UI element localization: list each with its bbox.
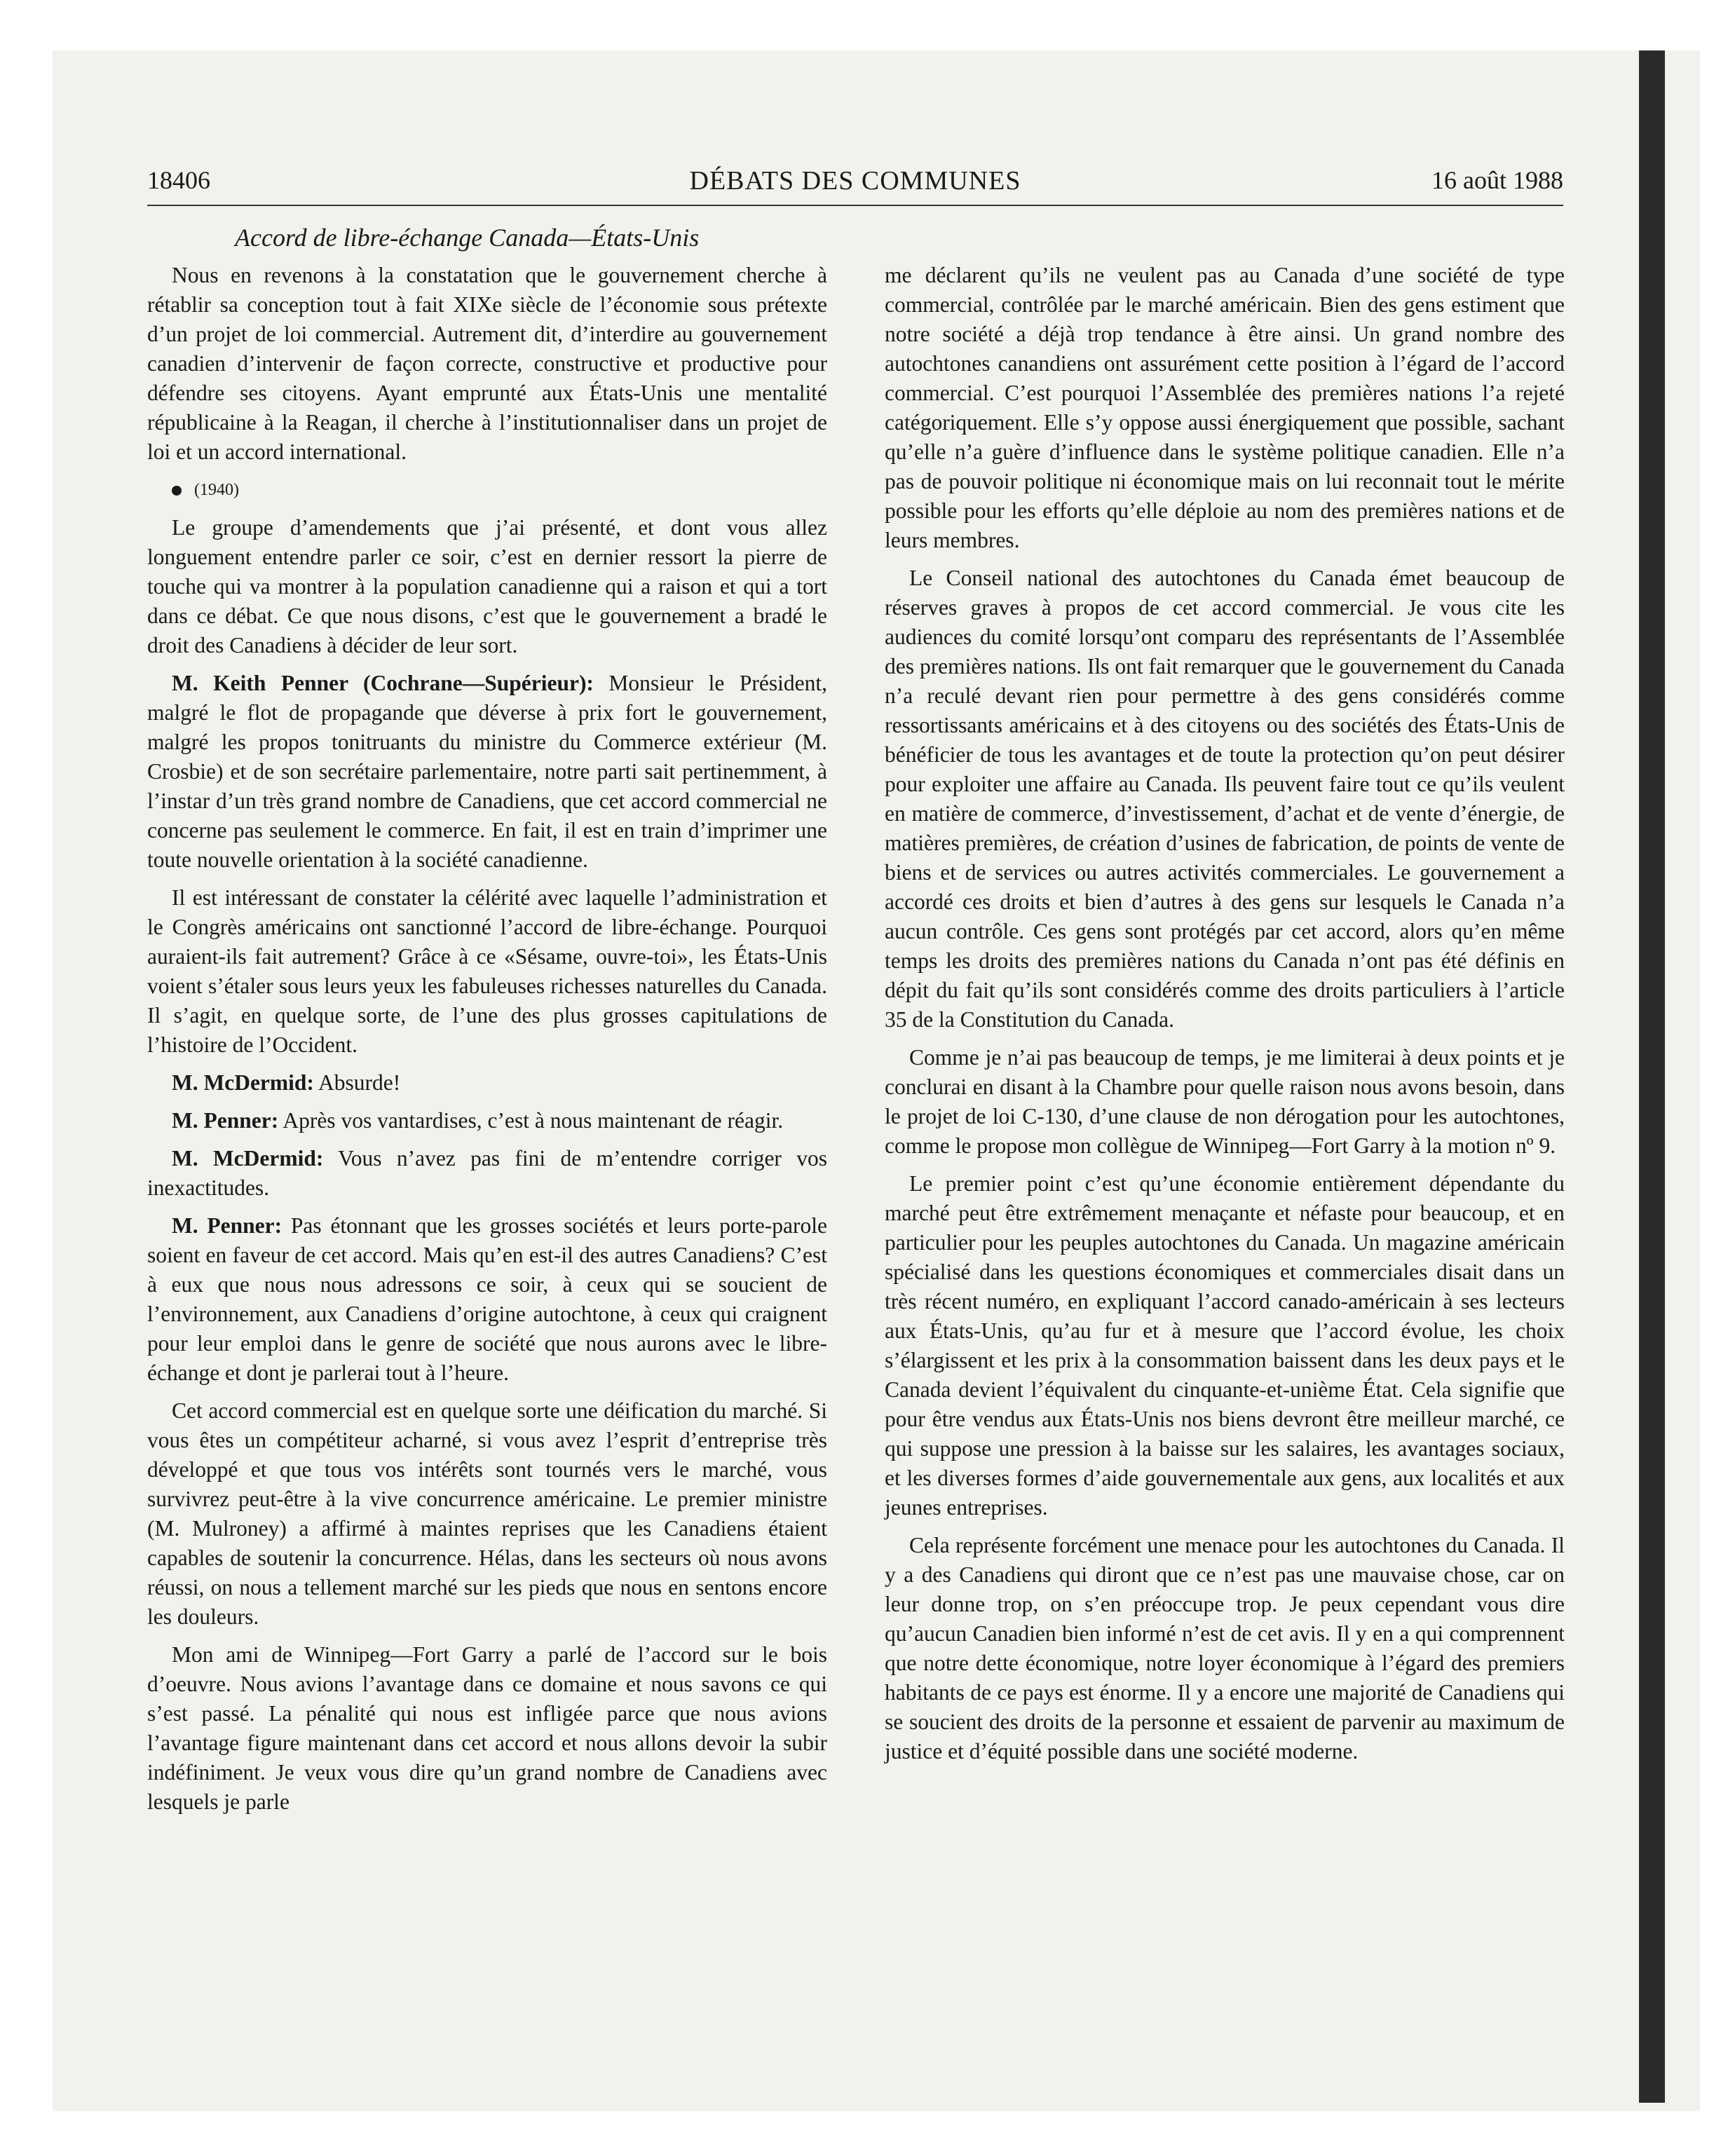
paragraph: Mon ami de Winnipeg—Fort Garry a parlé de l’accord sur le bois d’oeuvre. Nous avions l’avantage dans ce domaine et nous savons ce qui s’est passé. La pénalité qui nous est infligée parce que nous avions l’avantage figure maintenant dans cet accord et nous allons devoir la subir indéfiniment. Je veux vous dire qu’un grand nombre de Canadiens avec lesquels je parle [147, 1642, 827, 1814]
speech-text: Absurde! [313, 1070, 401, 1095]
scan-border [1639, 50, 1665, 2103]
speech [147, 1068, 827, 1098]
paragraph: Cet accord commercial est en quelque sorte une déification du marché. Si vous êtes un compétiteur acharné, si vous avez l’esprit d’entreprise très développé et que tous vos intérêts sont tournés vers le marché, vous survivrez peut-être à la vive concurrence américaine. Le premier ministre (M. Mulroney) a affirmé à maintes reprises que les Canadiens étaient capables de soutenir la concurrence. Hélas, dans les secteurs où nous avons réussi, on nous a tellement marché sur les pieds que nous en sentons encore les douleurs. [147, 1398, 827, 1629]
speaker-name: M. Penner: [172, 1108, 279, 1133]
speech-text: Vous n’avez pas fini de m’entendre corriger vos inexactitudes. [147, 1146, 827, 1200]
publication-title: DÉBATS DES COMMUNES [689, 166, 1021, 196]
speech-text: Monsieur le Président, malgré le flot de propagande que déverse à prix fort le gouvernement, malgré les propos tonitruants du ministre du Commerce extérieur (M. Crosbie) et de son secrétaire parlementaire, notre parti sait pertinemment, à l’instar d’un très grand nombre de Canadiens, que cet accord commercial ne concerne pas seulement le commerce. En fait, il est en train d’imprimer une toute nouvelle orientation à la société canadienne. [147, 671, 827, 872]
paragraph: Le groupe d’amendements que j’ai présenté, et dont vous allez longuement entendre parler ce soir, c’est en dernier ressort la pierre de touche qui va montrer à la population canadienne qui a raison et qui a tort dans ce débat. Ce que nous disons, c’est que le gouvernement a bradé le droit des Canadiens à décider de leur sort. [147, 515, 827, 657]
speech [147, 1144, 827, 1203]
speaker-name: M. Keith Penner (Cochrane—Supérieur): [172, 671, 594, 695]
speech [147, 669, 827, 875]
right-column [885, 261, 1565, 1775]
session-date: 16 août 1988 [1431, 166, 1563, 194]
paragraph: Cela représente forcément une menace pour les autochtones du Canada. Il y a des Canadiens qui diront que ce n’est pas une mauvaise chose, car on leur donne trop, on s’en préoccupe trop. Je peux cependant vous dire qu’aucun Canadien bien informé n’est de cet avis. Il y en a qui comprennent que notre dette économique, notre loyer économique à l’égard des premiers habitants de ce pays est énorme. Il y a encore une majorité de Canadiens qui se soucient des droits de la personne et essaient de parvenir au maximum de justice et d’équité possible dans une société moderne. [885, 1533, 1565, 1763]
speech-text: Pas étonnant que les grosses sociétés et leurs porte-parole soient en faveur de cet accord. Mais qu’en est-il des autres Canadiens? C’est à eux que nous nous adressons ce soir, à ceux qui se soucient de l’environnement, aux Canadiens d’origine autochtone, à ceux qui craignent pour leur emploi dans le genre de société que nous aurons avec le libre-échange et dont je parlerai tout à l’heure. [147, 1213, 827, 1385]
page-header [147, 165, 1563, 207]
paragraph: Comme je n’ai pas beaucoup de temps, je me limiterai à deux points et je conclurai en disant à la Chambre pour quelle raison nous avons besoin, dans le projet de loi C-130, d’une clause de non dérogation pour les autochtones, comme le propose mon collègue de Winnipeg—Fort Garry à la motion nº 9. [885, 1045, 1565, 1158]
speech [147, 1106, 827, 1135]
timestamp-text: (1940) [194, 481, 239, 499]
paragraph: Le Conseil national des autochtones du Canada émet beaucoup de réserves graves à propos de cet accord commercial. Je vous cite les audiences du comité lorsqu’ont comparu des représentants de l’Assemblée des premières nations. Ils ont fait remarquer que le gouvernement du Canada n’a reculé devant rien pour permettre à des gens considérés comme ressortissants américains et à des citoyens ou des sociétés des États-Unis de bénéficier de tous les avantages et de toute la protection qu’on peut désirer pour exploiter une affaire au Canada. Ils peuvent faire tout ce qu’ils veulent en matière de commerce, d’investissement, d’achat et de vente d’énergie, de matières premières, de création d’usines de fabrication, de points de vente de biens et de services ou autres activités commerciales. Le gouvernement a accordé ces droits et bien d’autres à des gens sur lesquels le Canada n’a aucun contrôle. Ces gens sont protégés par cet accord, alors qu’en même temps les droits des premières nations du Canada n’ont pas été définis en dépit du fait qu’ils sont considérés comme des droits particuliers à l’article 35 de la Constitution du Canada. [885, 566, 1565, 1032]
speaker-name: M. Penner: [172, 1213, 283, 1238]
speaker-name: M. McDermid: [172, 1146, 324, 1171]
header-rule [147, 205, 1563, 206]
paragraph: Nous en revenons à la constatation que le gouvernement cherche à rétablir sa conception tout à fait XIXe siècle de l’économie sous prétexte d’un projet de loi commercial. Autrement dit, d’interdire au gouvernement canadien d’intervenir de façon correcte, constructive et productive pour défendre ses citoyens. Ayant emprunté aux États-Unis une mentalité républicaine à la Reagan, il cherche à l’institutionnaliser dans un projet de loi et un accord international. [147, 263, 827, 464]
speech-text: Après vos vantardises, c’est à nous maintenant de réagir. [278, 1108, 784, 1133]
speech [147, 1211, 827, 1388]
speaker-name: M. McDermid: [172, 1070, 314, 1095]
page-number: 18406 [147, 166, 210, 194]
timestamp [147, 475, 827, 505]
left-column [147, 261, 827, 1825]
paragraph: Le premier point c’est qu’une économie entièrement dépendante du marché peut être extrêmement menaçante et néfaste pour beaucoup, et en particulier pour les peuples autochtones du Canada. Un magazine américain spécialisé dans les questions économiques et commerciales disait dans un très récent numéro, en expliquant l’accord canado-américain à ses lecteurs aux États-Unis, qu’au fur et à mesure que l’accord évolue, les choix s’élargissent et les prix à la consommation baissent dans les deux pays et le Canada devient l’équivalent du cinquante-et-unième État. Cela signifie que pour être vendus aux États-Unis nos biens devront être meilleur marché, ce qui suppose une pression à la baisse sur les salaires, les avantages sociaux, et les diverses formes d’aide gouvernementale aux gens, aux localités et aux jeunes entreprises. [885, 1171, 1565, 1520]
paragraph: Il est intéressant de constater la célérité avec laquelle l’administration et le Congrès américains ont sanctionné l’accord de libre-échange. Pourquoi auraient-ils fait autrement? Grâce à ce «Sésame, ouvre-toi», les États-Unis voient s’étaler sous leurs yeux les fabuleuses richesses naturelles du Canada. Il s’agit, en quelque sorte, de l’une des plus grosses capitulations de l’histoire de l’Occident. [147, 885, 827, 1057]
bullet-icon [172, 486, 182, 496]
debate-subject: Accord de libre-échange Canada—États-Unis [235, 224, 700, 252]
paragraph: me déclarent qu’ils ne veulent pas au Canada d’une société de type commercial, contrôlée par le marché américain. Bien des gens estiment que notre société a déjà trop tendance à être ainsi. Un grand nombre des autochtones canandiens ont assurément cette position à l’égard de l’accord commercial. C’est pourquoi l’Assemblée des premières nations l’a rejeté catégoriquement. Elle s’y oppose aussi énergiquement que possible, sachant qu’elle n’a guère d’influence dans le système politique canadien. Elle n’a pas de pouvoir politique ni économique mais on lui reconnait tout le mérite possible pour les efforts qu’elle déploie au nom des premières nations et de leurs membres. [885, 263, 1565, 552]
